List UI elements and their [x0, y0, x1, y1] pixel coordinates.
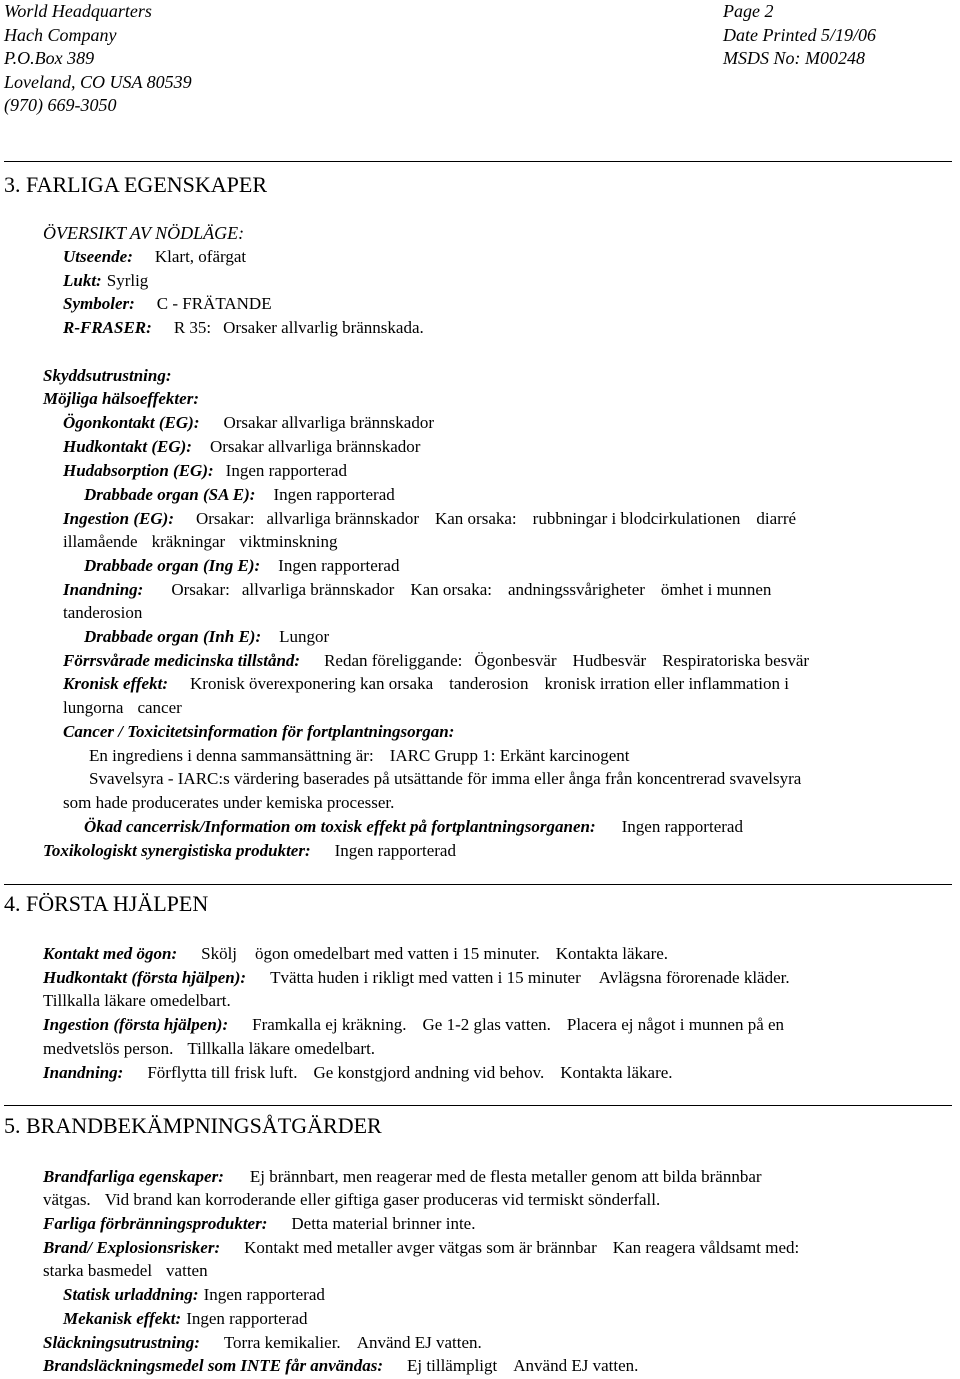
- field-value: illamående: [63, 532, 138, 551]
- field-label: Brandfarliga egenskaper:: [43, 1167, 224, 1186]
- overview-heading: ÖVERSIKT AV NÖDLÄGE:: [43, 223, 245, 243]
- field-label: Statisk urladdning:: [63, 1285, 199, 1304]
- inhalation-row-cont: tanderosion: [63, 603, 143, 622]
- field-value: Kan reagera våldsamt med:: [612, 1238, 800, 1257]
- field-value: andningssvårigheter: [508, 580, 645, 599]
- cancer-iarc-row: Svavelsyra - IARC:s värdering baserades på utsättande för imma eller ånga från koncentrerad svavelsyra: [89, 769, 802, 788]
- field-value: Placera ej något i munnen på en: [566, 1015, 785, 1034]
- field-value: Kronisk överexponering kan orsaka: [190, 674, 434, 693]
- explosion-risk-row-cont: [43, 1259, 208, 1283]
- mechanical-effect-row: [63, 1307, 308, 1331]
- ingestion-row: [63, 507, 796, 531]
- flammable-row: [43, 1165, 762, 1189]
- rphrases-row: [63, 316, 424, 340]
- field-label: Hudabsorption (EG):: [63, 461, 214, 480]
- first-aid-inhalation-row: [43, 1061, 673, 1085]
- section-title: 3. FARLIGA EGENSKAPER: [4, 172, 268, 197]
- field-value: Ögonbesvär: [474, 651, 557, 670]
- field-label: Ingestion (EG):: [63, 509, 174, 528]
- field-value: medvetslös person.: [43, 1039, 174, 1058]
- inhalation-row: [63, 578, 771, 602]
- field-value: Orsakar allvarliga brännskador: [223, 413, 435, 432]
- field-value: diarré: [756, 509, 797, 528]
- field-value: tanderosion: [449, 674, 529, 693]
- chronic-effect-row: [63, 672, 789, 696]
- field-value: Förflytta till frisk luft.: [147, 1063, 298, 1082]
- field-value: Ingen rapporterad: [278, 556, 400, 575]
- first-aid-ingestion-row-cont: [43, 1037, 375, 1061]
- field-value: IARC Grupp 1: Erkänt karcinogent: [389, 746, 630, 765]
- field-label: Släckningsutrustning:: [43, 1333, 200, 1352]
- field-value: Redan föreliggande:: [324, 651, 463, 670]
- synergy-row: [43, 839, 456, 863]
- field-value: Avlägsna förorenade kläder.: [598, 968, 790, 987]
- combustion-products-row: [43, 1212, 475, 1236]
- first-aid-ingestion-row: [43, 1013, 784, 1037]
- print-date: Date Printed 5/19/06: [723, 24, 876, 45]
- field-value: C - FRÄTANDE: [156, 294, 272, 313]
- field-label: Farliga förbränningsprodukter:: [43, 1214, 268, 1233]
- first-aid-skin-row: [43, 966, 790, 990]
- cancer-iarc-row-cont: som hade producerates under kemiska processer.: [63, 793, 395, 812]
- field-label: Toxikologiskt synergistiska produkter:: [43, 841, 311, 860]
- field-value: kräkningar: [151, 532, 226, 551]
- address-line: Loveland, CO USA 80539: [4, 71, 192, 92]
- field-label: Förrsvårade medicinska tillstånd:: [63, 651, 301, 670]
- field-value: Ingen rapporterad: [334, 841, 456, 860]
- field-value: Ge 1-2 glas vatten.: [422, 1015, 551, 1034]
- document-meta: [723, 0, 876, 71]
- field-value: En ingrediens i denna sammansättning är:: [89, 746, 374, 765]
- divider-line: [4, 884, 952, 885]
- odor-row: [63, 269, 148, 293]
- msds-number: MSDS No: M00248: [723, 48, 865, 68]
- section-title: 4. FÖRSTA HJÄLPEN: [4, 891, 209, 916]
- field-value: Respiratoriska besvär: [662, 651, 810, 670]
- eye-row: [63, 411, 434, 435]
- field-label: Ökad cancerrisk/Information om toxisk effekt på fortplantningsorganen:: [84, 817, 596, 836]
- field-label: Drabbade organ (SA E):: [84, 485, 256, 504]
- target-organ-inh-row: [84, 625, 329, 649]
- field-label: Ingestion (första hjälpen):: [43, 1015, 229, 1034]
- field-value: starka basmedel: [43, 1261, 153, 1280]
- ingestion-row-cont: [63, 530, 337, 554]
- field-value: Detta material brinner inte.: [291, 1214, 476, 1233]
- field-label: Brand/ Explosionsrisker:: [43, 1238, 221, 1257]
- divider-line: [4, 161, 952, 162]
- field-value: allvarliga brännskador: [241, 580, 395, 599]
- cancer-heading: Cancer / Toxicitetsinformation för fortplantningsorgan:: [63, 722, 455, 741]
- target-organ-se-row: [84, 483, 395, 507]
- field-value: R 35:: [173, 318, 212, 337]
- absorption-row: [63, 459, 347, 483]
- field-label: Drabbade organ (Ing E):: [84, 556, 261, 575]
- field-value: Orsaker allvarlig brännskada.: [223, 318, 424, 337]
- field-value: Ingen rapporterad: [186, 1309, 308, 1328]
- field-label: Brandsläckningsmedel som INTE får användas:: [43, 1356, 384, 1375]
- field-label: Utseende:: [63, 247, 133, 266]
- field-value: Hudbesvär: [572, 651, 647, 670]
- field-value: vätgas.: [43, 1190, 91, 1209]
- field-value: Torra kemikalier.: [223, 1333, 341, 1352]
- ppe-heading: Skyddsutrustning:: [43, 366, 172, 385]
- skin-row: [63, 435, 420, 459]
- health-heading: Möjliga hälsoeffekter:: [43, 389, 199, 408]
- field-value: Använd EJ vatten.: [513, 1356, 639, 1375]
- field-value: Ingen rapporterad: [203, 1285, 325, 1304]
- flammable-row-cont: [43, 1188, 660, 1212]
- field-value: Ej tillämpligt: [407, 1356, 498, 1375]
- field-value: Kan orsaka:: [434, 509, 517, 528]
- field-value: allvarliga brännskador: [266, 509, 419, 528]
- field-label: R-FRASER:: [63, 318, 152, 337]
- field-value: Använd EJ vatten.: [356, 1333, 482, 1352]
- field-value: lungorna: [63, 698, 124, 717]
- field-label: Mekanisk effekt:: [63, 1309, 182, 1328]
- field-value: Framkalla ej kräkning.: [252, 1015, 407, 1034]
- field-label: Inandning:: [63, 580, 144, 599]
- extinguishing-media-row: [43, 1331, 482, 1355]
- page-number: Page 2: [723, 1, 774, 21]
- field-value: Vid brand kan korroderande eller giftiga gaser produceras vid termiskt sönderfall.: [104, 1190, 661, 1209]
- field-value: vatten: [166, 1261, 208, 1280]
- field-value: Syrlig: [106, 271, 149, 290]
- chronic-effect-row-cont: [63, 696, 182, 720]
- field-label: Kontakt med ögon:: [43, 944, 178, 963]
- field-value: Kontakta läkare.: [555, 944, 669, 963]
- field-value: Skölj: [201, 944, 238, 963]
- field-label: Hudkontakt (första hjälpen):: [43, 968, 247, 987]
- aggravated-conditions-row: [63, 649, 809, 673]
- field-value: ömhet i munnen: [660, 580, 772, 599]
- field-value: Ingen rapporterad: [621, 817, 743, 836]
- field-value: Orsakar:: [195, 509, 255, 528]
- first-aid-skin-row-cont: Tillkalla läkare omedelbart.: [43, 991, 231, 1010]
- address-line: (970) 669-3050: [4, 95, 117, 115]
- field-value: kronisk irration eller inflammation i: [544, 674, 790, 693]
- field-value: Kontakt med metaller avger vätgas som är brännbar: [244, 1238, 597, 1257]
- field-value: Kontakta läkare.: [560, 1063, 673, 1082]
- field-value: Orsakar allvarliga brännskador: [209, 437, 421, 456]
- field-value: Ge konstgjord andning vid behov.: [313, 1063, 545, 1082]
- field-value: Kan orsaka:: [410, 580, 492, 599]
- field-value: Ingen rapporterad: [225, 461, 347, 480]
- field-value: Lungor: [279, 627, 330, 646]
- appearance-row: [63, 245, 246, 269]
- field-label: Lukt:: [63, 271, 102, 290]
- static-discharge-row: [63, 1283, 325, 1307]
- field-label: Inandning:: [43, 1063, 124, 1082]
- field-value: Klart, ofärgat: [154, 247, 247, 266]
- field-value: viktminskning: [239, 532, 338, 551]
- increased-risk-row: [84, 815, 743, 839]
- field-value: Ingen rapporterad: [273, 485, 395, 504]
- address-line: Hach Company: [4, 24, 117, 45]
- field-value: rubbningar i blodcirkulationen: [532, 509, 741, 528]
- explosion-risk-row: [43, 1236, 799, 1260]
- field-label: Symboler:: [63, 294, 135, 313]
- divider-line: [4, 1105, 952, 1106]
- field-value: Tvätta huden i rikligt med vatten i 15 minuter: [270, 968, 581, 987]
- field-label: Kronisk effekt:: [63, 674, 168, 693]
- field-value: ögon omedelbart med vatten i 15 minuter.: [255, 944, 540, 963]
- symbols-row: [63, 292, 272, 316]
- field-label: Drabbade organ (Inh E):: [84, 627, 262, 646]
- address-line: P.O.Box 389: [4, 48, 95, 68]
- unsuitable-media-row: [43, 1354, 638, 1378]
- first-aid-eye-row: [43, 942, 668, 966]
- field-value: Tillkalla läkare omedelbart.: [187, 1039, 376, 1058]
- company-address: [4, 0, 192, 118]
- field-label: Ögonkontakt (EG):: [63, 413, 200, 432]
- address-line: World Headquarters: [4, 1, 152, 21]
- cancer-ingredient-row: [89, 744, 630, 768]
- target-organ-ing-row: [84, 554, 399, 578]
- field-value: cancer: [137, 698, 182, 717]
- section-title: 5. BRANDBEKÄMPNINGSÅTGÄRDER: [4, 1113, 382, 1138]
- field-value: Orsakar:: [171, 580, 230, 599]
- field-label: Hudkontakt (EG):: [63, 437, 192, 456]
- field-value: Ej brännbart, men reagerar med de flesta metaller genom att bilda brännbar: [249, 1167, 762, 1186]
